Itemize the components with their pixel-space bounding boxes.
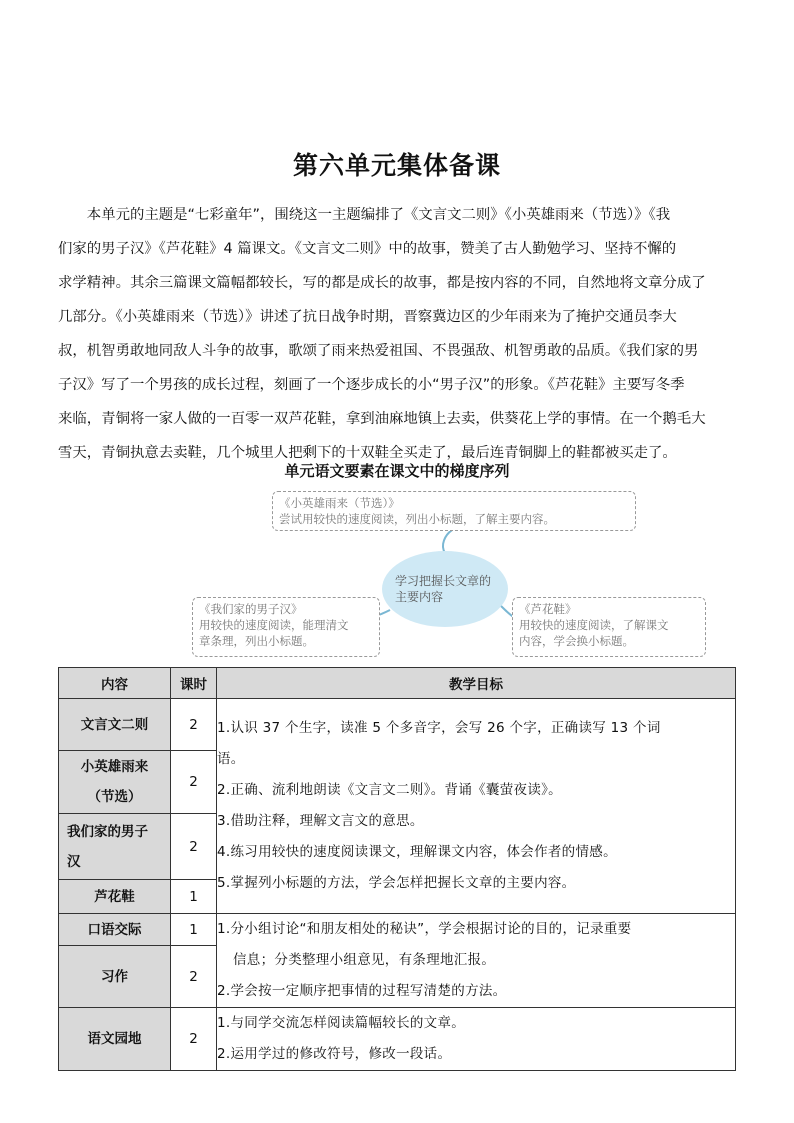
row-content (59, 751, 171, 814)
center-node-text: 学习把握长文章的主要内容 (395, 574, 492, 604)
row-content-line: （节选） (87, 789, 142, 805)
goals-garden (217, 1008, 736, 1071)
row-hours: 1 (171, 914, 217, 946)
table-row (59, 1008, 736, 1071)
goal-item: 信息；分类整理小组意见，有条理地汇报。 (233, 952, 496, 968)
row-hours: 2 (171, 946, 217, 1008)
goal-item: 4.练习用较快的速度阅读课文，理解课文内容，体会作者的情感。 (217, 844, 617, 860)
row-content (59, 814, 171, 880)
header-goals: 教学目标 (217, 668, 736, 699)
table-row (59, 699, 736, 751)
row-content: 语文园地 (59, 1008, 171, 1071)
intro-line: 求学精神。其余三篇课文篇幅都较长，写的都是成长的故事，都是按内容的不同，自然地将文章分成了 (58, 275, 706, 291)
header-content: 内容 (59, 668, 171, 699)
row-hours: 2 (171, 699, 217, 751)
intro-line: 叔，机智勇敢地同敌人斗争的故事，歌颂了雨来热爱祖国、不畏强敌、机智勇敢的品质。《我们家的男 (58, 343, 699, 359)
diagram-node-right (512, 597, 706, 657)
node-book-title: 《芦花鞋》 (519, 602, 577, 616)
row-hours: 2 (171, 814, 217, 880)
intro-line: 本单元的主题是“七彩童年”，围绕这一主题编排了《文言文二则》《小英雄雨来（节选）》《我 (86, 207, 671, 223)
goal-item: 1.分小组讨论“和朋友相处的秘诀”，学会根据讨论的目的，记录重要 (217, 921, 632, 937)
teaching-plan-table (58, 667, 736, 1071)
row-content: 芦花鞋 (59, 880, 171, 914)
table-row (59, 914, 736, 946)
node-text: 章条理，列出小标题。 (199, 634, 314, 648)
diagram-node-left (192, 597, 380, 657)
node-text: 内容，学会换小标题。 (519, 634, 634, 648)
diagram-title: 单元语文要素在课文中的梯度序列 (284, 462, 510, 480)
intro-line: 雪天，青铜执意去卖鞋，几个城里人把剩下的十双鞋全买走了，最后连青铜脚上的鞋都被买走了。 (58, 445, 677, 461)
row-hours: 2 (171, 751, 217, 814)
goal-item: 2.运用学过的修改符号，修改一段话。 (217, 1046, 452, 1062)
node-book-title: 《我们家的男子汉》 (199, 602, 303, 616)
page-title: 第六单元集体备课 (292, 151, 501, 180)
row-content-line: 小英雄雨来 (80, 759, 149, 775)
goal-item: 3.借助注释，理解文言文的意思。 (217, 813, 424, 829)
row-hours: 2 (171, 1008, 217, 1071)
row-content: 习作 (59, 946, 171, 1008)
diagram-center-node (382, 551, 508, 627)
goals-oral-writing (217, 914, 736, 1008)
intro-line: 们家的男子汉》《芦花鞋》4 篇课文。《文言文二则》中的故事，赞美了古人勤勉学习、坚持不懈的 (58, 241, 677, 257)
row-content: 文言文二则 (59, 699, 171, 751)
goals-reading (217, 699, 736, 914)
goal-item: 5.掌握列小标题的方法，学会怎样把握长文章的主要内容。 (217, 875, 576, 891)
intro-line: 来临，青铜将一家人做的一百零一双芦花鞋，拿到油麻地镇上去卖，供葵花上学的事情。在一个鹅毛大 (58, 411, 706, 427)
diagram-node-top (272, 491, 636, 531)
intro-line: 几部分。《小英雄雨来（节选）》讲述了抗日战争时期，晋察冀边区的少年雨来为了掩护交通员李大 (58, 309, 677, 325)
node-text: 用较快的速度阅读，能理清文 (199, 618, 349, 632)
goal-item: 1.与同学交流怎样阅读篇幅较长的文章。 (217, 1015, 466, 1031)
intro-line: 子汉》写了一个男孩的成长过程，刻画了一个逐步成长的小“男子汉”的形象。《芦花鞋》主要写冬季 (58, 377, 685, 393)
table-header-row (59, 668, 736, 699)
goal-item: 2.正确、流利地朗读《文言文二则》。背诵《囊萤夜读》。 (217, 782, 562, 798)
goal-item: 2.学会按一定顺序把事情的过程写清楚的方法。 (217, 983, 507, 999)
header-hours: 课时 (171, 668, 217, 699)
row-content: 口语交际 (59, 914, 171, 946)
row-hours: 1 (171, 880, 217, 914)
goal-item: 语。 (217, 751, 245, 767)
row-content-line: 我们家的男子 (67, 823, 148, 840)
node-text: 尝试用较快的速度阅读，列出小标题，了解主要内容。 (279, 512, 555, 526)
node-text: 用较快的速度阅读，了解课文 (519, 618, 669, 632)
node-book-title: 《小英雄雨来（节选）》 (279, 496, 400, 510)
goal-item: 1.认识 37 个生字，读准 5 个多音字，会写 26 个字，正确读写 13 个词 (217, 720, 661, 736)
row-content-line: 汉 (67, 853, 81, 870)
